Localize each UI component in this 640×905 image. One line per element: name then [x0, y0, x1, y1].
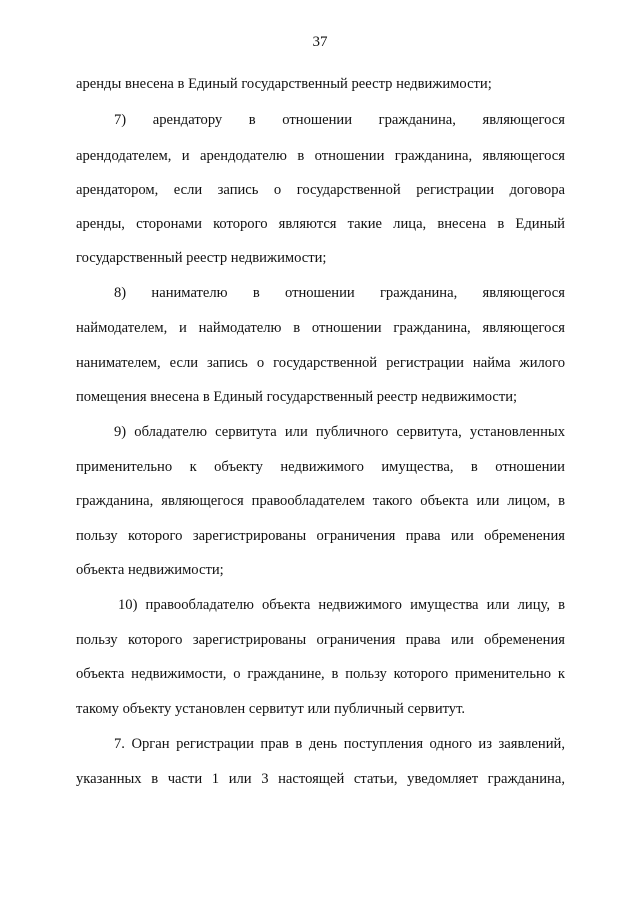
text-line: указанных в части 1 или 3 настоящей статьи, уведомляет гражданина,: [76, 771, 565, 787]
text-line: 10) правообладателю объекта недвижимого имущества или лицу, в: [118, 597, 565, 613]
text-line: гражданина, являющегося правообладателем такого объекта или лицом, в: [76, 493, 565, 509]
text-line: 8) нанимателю в отношении гражданина, являющегося: [114, 285, 565, 301]
text-line: 7. Орган регистрации прав в день поступления одного из заявлений,: [114, 736, 565, 752]
text-line: 7) арендатору в отношении гражданина, являющегося: [114, 112, 565, 128]
text-line: государственный реестр недвижимости;: [76, 250, 327, 266]
text-line: помещения внесена в Единый государственный реестр недвижимости;: [76, 389, 518, 405]
text-line: аренды, сторонами которого являются такие лица, внесена в Единый: [76, 216, 565, 232]
text-line: 9) обладателю сервитута или публичного сервитута, установленных: [114, 424, 565, 440]
text-line: арендатором, если запись о государственной регистрации договора: [76, 182, 565, 198]
text-line: пользу которого зарегистрированы ограничения права или обременения: [76, 528, 565, 544]
text-line: пользу которого зарегистрированы ограничения права или обременения: [76, 632, 565, 648]
text-line: объекта недвижимости;: [76, 562, 224, 578]
page-number: 37: [312, 34, 328, 50]
text-line: арендодателем, и арендодателю в отношении гражданина, являющегося: [76, 148, 565, 164]
text-line: наймодателем, и наймодателю в отношении гражданина, являющегося: [76, 320, 565, 336]
text-line: аренды внесена в Единый государственный реестр недвижимости;: [76, 76, 492, 92]
text-line: нанимателем, если запись о государственной регистрации найма жилого: [76, 355, 565, 371]
text-line: такому объекту установлен сервитут или публичный сервитут.: [76, 701, 466, 717]
text-line: объекта недвижимости, о гражданине, в пользу которого применительно к: [76, 666, 565, 682]
text-line: применительно к объекту недвижимого имущества, в отношении: [76, 459, 565, 475]
